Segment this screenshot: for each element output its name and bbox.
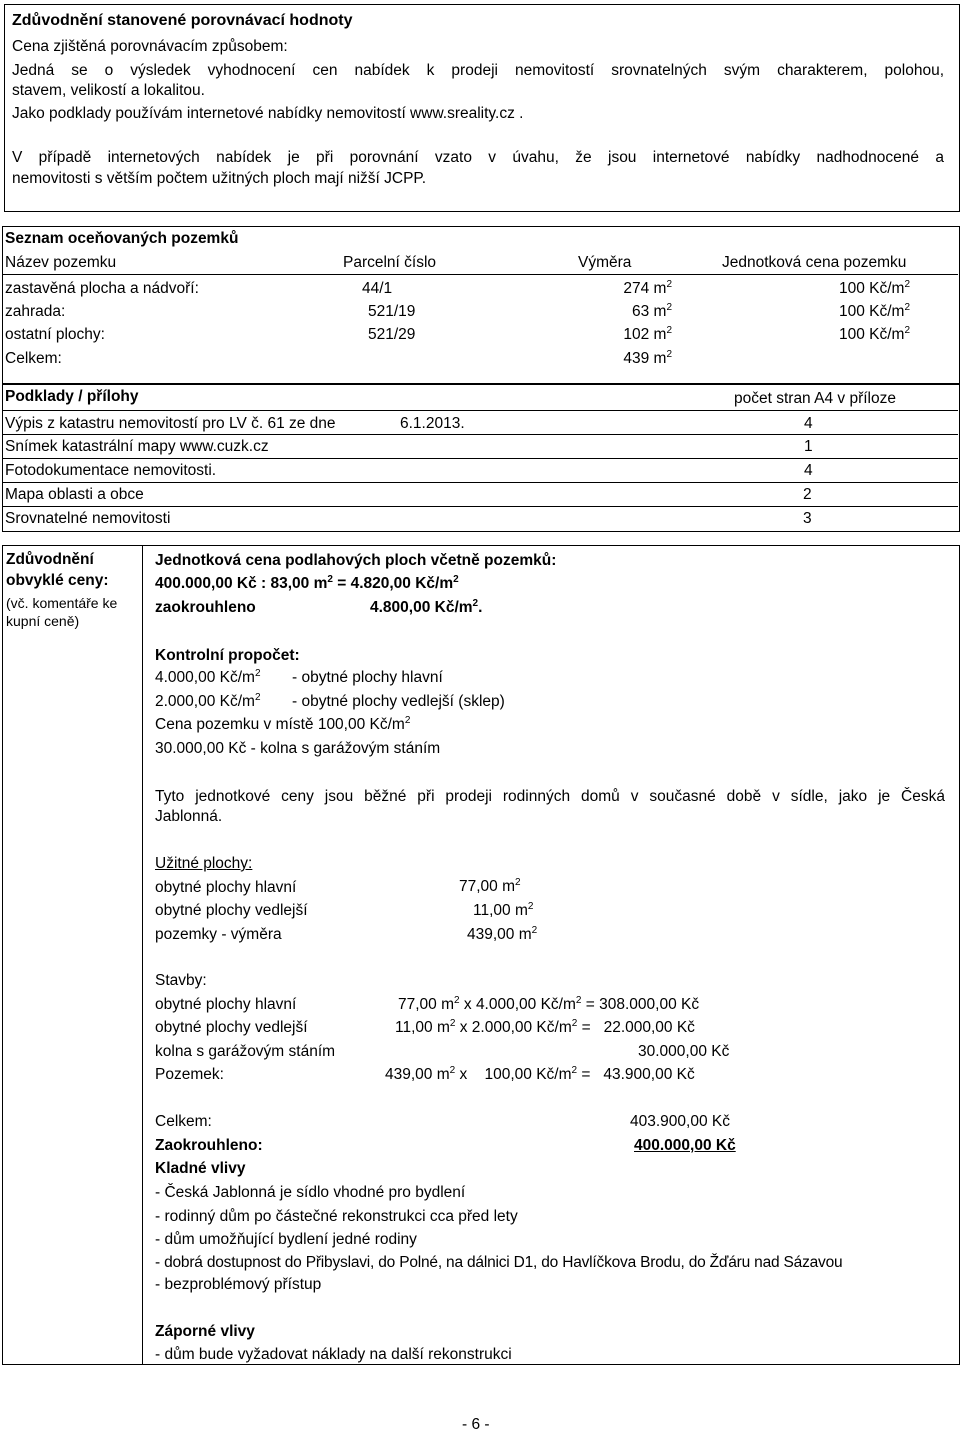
plots-total-label: Celkem: xyxy=(5,350,62,367)
positive-influence-item: - Česká Jablonná je sídlo vhodné pro bydlení xyxy=(155,1184,466,1201)
usual-price-divider xyxy=(142,546,143,1364)
unit-price-rounded-label: zaokrouhleno xyxy=(155,599,256,616)
justification-p1-line2: stavem, velikostí a lokalitou. xyxy=(12,82,205,99)
attachment-rule xyxy=(2,434,958,435)
plots-header-area: Výměra xyxy=(578,254,632,271)
unit-price-heading: Jednotková cena podlahových ploch včetně pozemků: xyxy=(155,552,557,569)
control-calc-line: Cena pozemku v místě 100,00 $Kč/m^2$ xyxy=(155,715,411,733)
plot-row-area: 102 $m^2$ xyxy=(623,325,672,343)
plot-row-parcel: 44/1 xyxy=(362,280,393,297)
justification-p2: Jako podklady používám internetové nabídky nemovitostí www.sreality.cz . xyxy=(12,105,524,122)
attachment-item-pages: 3 xyxy=(803,510,812,527)
building-calc: 30.000,00 Kč xyxy=(638,1043,730,1060)
plots-total-area: 439 $m^2$ xyxy=(623,349,672,367)
useful-area-label: obytné plochy hlavní xyxy=(155,879,297,896)
control-calc-title: Kontrolní propočet: xyxy=(155,647,300,664)
useful-areas-title: Užitné plochy: xyxy=(155,855,253,872)
negative-influence-item: - dům bude vyžadovat náklady na další rekonstrukci xyxy=(155,1346,512,1363)
control-calc-line: 4.000,00 $Kč/m^2$ xyxy=(155,668,261,686)
usual-price-box xyxy=(2,545,960,1365)
usual-price-side-note: kupní ceně) xyxy=(6,613,80,629)
plots-header-rule xyxy=(2,274,958,275)
buildings-title: Stavby: xyxy=(155,972,207,989)
attachments-title: Podklady / přílohy xyxy=(5,388,139,405)
building-calc: 77,00 $m^2$ x 4.000,00 $Kč/m^2 = 308.000,00$ Kč xyxy=(398,995,700,1013)
typical-prices-text: Jablonná. xyxy=(155,808,223,825)
justification-p3-line2: nemovitosti s větším počtem užitných ploch mají nižší JCPP. xyxy=(12,170,427,187)
useful-area-value: 77,00 $m^2$ xyxy=(459,877,521,895)
typical-prices-text: Tyto jednotkové ceny jsou běžné při prodeji rodinných domů v současné době v sídle, jako je Česká xyxy=(155,788,945,805)
plot-row-parcel: 521/19 xyxy=(368,303,416,320)
plot-row-parcel: 521/29 xyxy=(368,326,416,343)
plot-row-name: ostatní plochy: xyxy=(5,326,105,343)
useful-area-value: 11,00 $m^2$ xyxy=(473,901,534,919)
attachment-rule xyxy=(2,482,958,483)
plot-row-price: 100 $Kč/m^2$ xyxy=(838,325,910,343)
plots-header-name: Název pozemku xyxy=(5,254,117,271)
useful-area-label: obytné plochy vedlejší xyxy=(155,902,308,919)
attachment-item: Snímek katastrální mapy www.cuzk.cz xyxy=(5,438,269,455)
building-label: kolna s garážovým stáním xyxy=(155,1043,336,1060)
useful-area-value: 439,00 $m^2$ xyxy=(467,925,538,943)
control-calc-line: 2.000,00 $Kč/m^2$ xyxy=(155,692,261,710)
building-label: obytné plochy hlavní xyxy=(155,996,297,1013)
attachment-rule xyxy=(2,458,958,459)
justification-subtitle: Cena zjištěná porovnávacím způsobem: xyxy=(12,38,288,55)
plots-header-price: Jednotková cena pozemku xyxy=(722,254,907,271)
plot-row-price: 100 $Kč/m^2$ xyxy=(838,302,910,320)
plot-row-price: 100 $Kč/m^2$ xyxy=(838,279,910,297)
plot-row-name: zahrada: xyxy=(5,303,66,320)
justification-p3-line1: V případě internetových nabídek je při porovnání vzato v úvahu, že jsou internetové nabídky nadhodnocené a xyxy=(12,149,944,166)
usual-price-side-title: Zdůvodnění xyxy=(6,551,94,568)
control-calc-line-desc: - obytné plochy hlavní xyxy=(292,669,443,686)
attachment-item-pages: 1 xyxy=(804,438,813,455)
attachment-item-date: 6.1.2013. xyxy=(400,415,465,432)
usual-price-side-note: (vč. komentáře ke xyxy=(6,595,118,611)
attachments-header-rule xyxy=(2,410,958,411)
positive-influence-item: - rodinný dům po částečné rekonstrukci cca před lety xyxy=(155,1208,518,1225)
building-label: obytné plochy vedlejší xyxy=(155,1019,308,1036)
unit-price-calc: 400.000,00 Kč : 83,00 $m^2 = 4.820,00$ $Kč/m^2$ xyxy=(155,574,459,592)
control-calc-line-desc: - obytné plochy vedlejší (sklep) xyxy=(292,693,505,710)
plots-title: Seznam oceňovaných pozemků xyxy=(5,230,239,247)
attachment-rule xyxy=(2,506,958,507)
attachment-item-pages: 4 xyxy=(804,462,813,479)
attachment-item: Fotodokumentace nemovitosti. xyxy=(5,462,217,479)
plots-header-parcel: Parcelní číslo xyxy=(343,254,437,271)
attachment-item: Srovnatelné nemovitosti xyxy=(5,510,171,527)
plot-row-area: 274 $m^2$ xyxy=(623,279,672,297)
plot-row-name: zastavěná plocha a nádvoří: xyxy=(5,280,199,297)
plot-row-area: 63 $m^2$ xyxy=(631,302,672,320)
building-label: Pozemek: xyxy=(155,1066,224,1083)
building-calc: 439,00 $m^2$ x 100,00 $Kč/m^2 = 43.900,00$ Kč xyxy=(385,1065,695,1083)
rounded-total-value: 400.000,00 Kč xyxy=(634,1137,736,1154)
page-number: - 6 - xyxy=(462,1416,490,1433)
usual-price-side-title: obvyklé ceny: xyxy=(6,572,109,589)
total-label: Celkem: xyxy=(155,1113,212,1130)
attachment-item-pages: 4 xyxy=(804,415,813,432)
building-calc: 11,00 $m^2$ x 2.000,00 $Kč/m^2 = 22.000,00$ Kč xyxy=(395,1018,695,1036)
positive-influences-title: Kladné vlivy xyxy=(155,1160,246,1177)
control-calc-line: 30.000,00 Kč - kolna s garážovým stáním xyxy=(155,740,441,757)
positive-influence-item: - dobrá dostupnost do Přibyslavi, do Polné, na dálnici D1, do Havlíčkova Brodu, do Žďáru nad Sázavou xyxy=(155,1254,843,1271)
attachment-item: Mapa oblasti a obce xyxy=(5,486,144,503)
negative-influences-title: Záporné vlivy xyxy=(155,1323,255,1340)
positive-influence-item: - bezproblémový přístup xyxy=(155,1276,322,1293)
attachment-item: Výpis z katastru nemovitostí pro LV č. 61 ze dne xyxy=(5,415,336,432)
attachment-item-pages: 2 xyxy=(803,486,812,503)
rounded-total-label: Zaokrouhleno: xyxy=(155,1137,263,1154)
unit-price-rounded-value: 4.800,00 $Kč/m^2$. xyxy=(370,598,483,616)
total-value: 403.900,00 Kč xyxy=(630,1113,730,1130)
justification-p1-line1: Jedná se o výsledek vyhodnocení cen nabídek k prodeji nemovitostí srovnatelných svým charakterem, polohou, xyxy=(12,62,944,79)
positive-influence-item: - dům umožňující bydlení jedné rodiny xyxy=(155,1231,417,1248)
attachments-count-header: počet stran A4 v příloze xyxy=(734,390,896,407)
justification-title: Zdůvodnění stanovené porovnávací hodnoty xyxy=(12,12,353,29)
useful-area-label: pozemky - výměra xyxy=(155,926,282,943)
